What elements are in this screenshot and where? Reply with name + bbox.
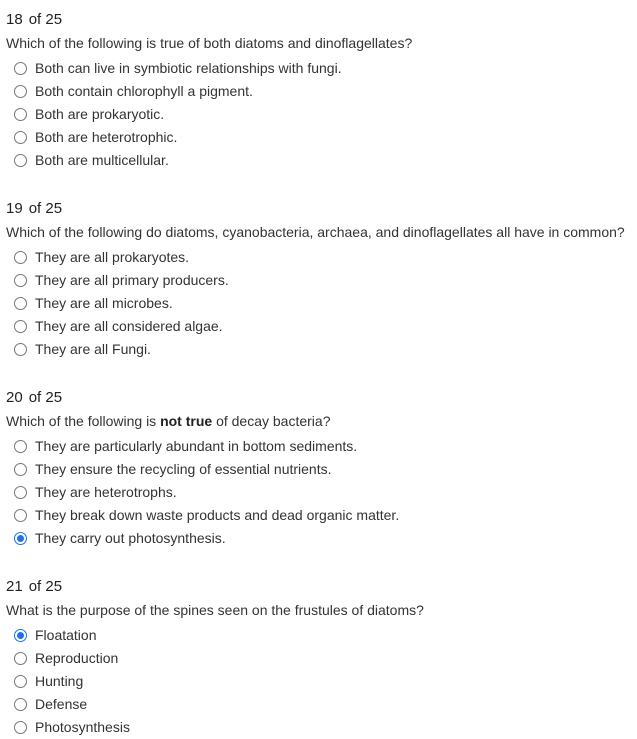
question-text: Which of the following do diatoms, cyanobacteria, archaea, and dinoflagellates all have in common?	[6, 224, 625, 240]
radio-button[interactable]	[14, 62, 27, 75]
answer-option-c[interactable]	[6, 103, 637, 126]
radio-button[interactable]	[14, 463, 27, 476]
answer-label[interactable]: Floatation	[35, 627, 97, 643]
answer-option-b[interactable]	[6, 269, 637, 292]
answer-label[interactable]: Photosynthesis	[35, 719, 130, 735]
question-number: 20 of 25	[6, 389, 63, 406]
answer-option-d[interactable]	[6, 126, 637, 149]
answer-label[interactable]: Defense	[35, 696, 88, 712]
answer-option-a[interactable]	[6, 57, 637, 80]
radio-button[interactable]	[14, 297, 27, 310]
radio-button[interactable]	[14, 154, 27, 167]
answer-label[interactable]: Reproduction	[35, 650, 119, 666]
answer-label[interactable]: They are all considered algae.	[35, 318, 223, 334]
question-number: 21 of 25	[6, 578, 63, 595]
question-text: Which of the following is not true of decay bacteria?	[6, 413, 331, 429]
answer-option-c[interactable]	[6, 670, 637, 693]
radio-button[interactable]	[14, 509, 27, 522]
answer-option-e[interactable]	[6, 149, 637, 172]
radio-button[interactable]	[14, 320, 27, 333]
radio-button[interactable]	[14, 251, 27, 264]
answer-options	[6, 57, 637, 172]
answer-label[interactable]: Both contain chlorophyll a pigment.	[35, 83, 253, 99]
answer-label[interactable]: They ensure the recycling of essential nutrients.	[35, 461, 332, 477]
question-18	[6, 11, 637, 172]
radio-button[interactable]	[14, 274, 27, 287]
radio-button[interactable]	[14, 486, 27, 499]
answer-option-d[interactable]	[6, 504, 637, 527]
answer-label[interactable]: They are particularly abundant in bottom sediments.	[35, 438, 358, 454]
answer-option-b[interactable]	[6, 458, 637, 481]
radio-button[interactable]	[14, 532, 27, 545]
answer-label[interactable]: Both can live in symbiotic relationships with fungi.	[35, 60, 342, 76]
radio-button[interactable]	[14, 131, 27, 144]
answer-option-c[interactable]	[6, 481, 637, 504]
answer-label[interactable]: Both are heterotrophic.	[35, 129, 178, 145]
answer-label[interactable]: They are all microbes.	[35, 295, 173, 311]
answer-label[interactable]: Both are multicellular.	[35, 152, 169, 168]
radio-button[interactable]	[14, 652, 27, 665]
answer-label[interactable]: Both are prokaryotic.	[35, 106, 165, 122]
answer-options	[6, 435, 637, 550]
answer-options	[6, 246, 637, 361]
radio-button[interactable]	[14, 629, 27, 642]
question-text: What is the purpose of the spines seen on the frustules of diatoms?	[6, 602, 424, 618]
emphasis-text: not true	[160, 413, 213, 429]
answer-label[interactable]: They are all primary producers.	[35, 272, 229, 288]
answer-label[interactable]: Hunting	[35, 673, 84, 689]
answer-option-c[interactable]	[6, 292, 637, 315]
answer-label[interactable]: They carry out photosynthesis.	[35, 530, 226, 546]
answer-option-e[interactable]	[6, 527, 637, 550]
answer-option-a[interactable]	[6, 435, 637, 458]
radio-button[interactable]	[14, 698, 27, 711]
radio-button[interactable]	[14, 343, 27, 356]
answer-option-e[interactable]	[6, 338, 637, 361]
radio-button[interactable]	[14, 440, 27, 453]
answer-options	[6, 624, 637, 739]
answer-option-a[interactable]	[6, 246, 637, 269]
radio-button[interactable]	[14, 675, 27, 688]
answer-option-a[interactable]	[6, 624, 637, 647]
radio-button[interactable]	[14, 85, 27, 98]
answer-option-d[interactable]	[6, 315, 637, 338]
question-number: 19 of 25	[6, 200, 63, 217]
answer-option-b[interactable]	[6, 647, 637, 670]
question-20	[6, 389, 637, 550]
answer-option-b[interactable]	[6, 80, 637, 103]
question-number: 18 of 25	[6, 11, 63, 28]
question-19	[6, 200, 637, 361]
answer-label[interactable]: They are all prokaryotes.	[35, 249, 190, 265]
question-21	[6, 578, 637, 739]
answer-label[interactable]: They break down waste products and dead organic matter.	[35, 507, 400, 523]
question-text: Which of the following is true of both diatoms and dinoflagellates?	[6, 35, 413, 51]
answer-option-d[interactable]	[6, 693, 637, 716]
answer-label[interactable]: They are heterotrophs.	[35, 484, 177, 500]
answer-label[interactable]: They are all Fungi.	[35, 341, 151, 357]
radio-button[interactable]	[14, 721, 27, 734]
radio-button[interactable]	[14, 108, 27, 121]
